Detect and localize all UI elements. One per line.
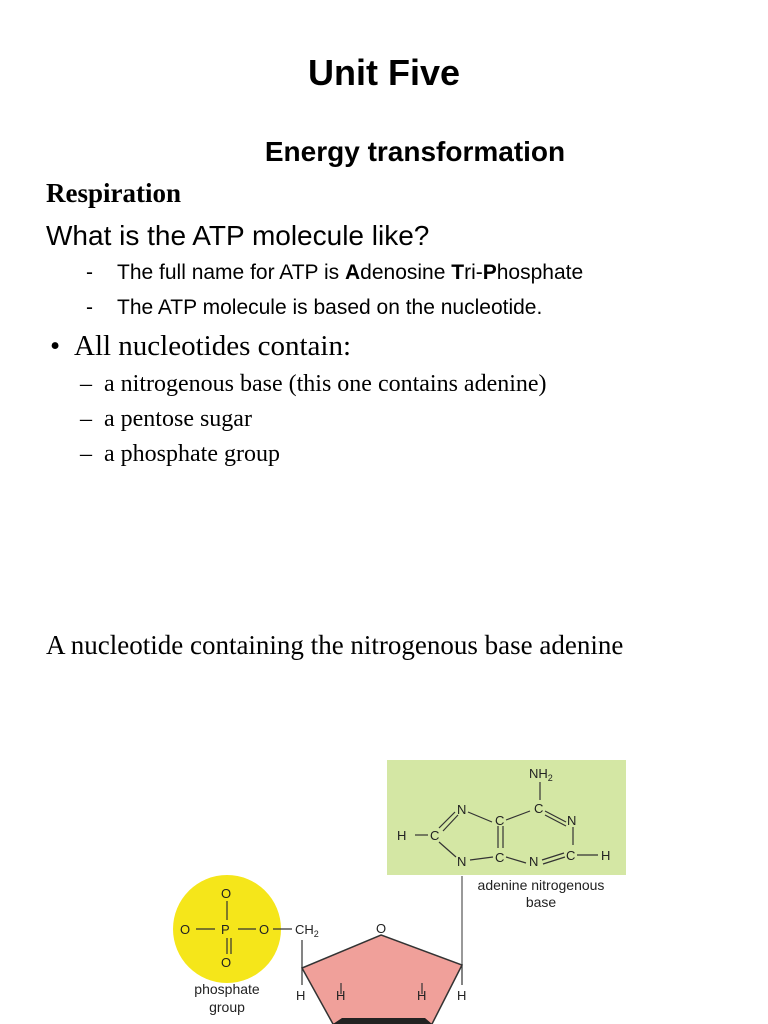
- sugar-bottom-edge: [333, 1018, 432, 1024]
- atom-h: H: [601, 848, 611, 863]
- atom-c: C: [534, 801, 544, 816]
- phosphate-label-line2: group: [209, 999, 245, 1015]
- question-text: What is the ATP molecule like?: [46, 220, 430, 251]
- atom-h: H: [296, 988, 306, 1003]
- atom-h: H: [417, 988, 427, 1003]
- atom-c: C: [430, 828, 440, 843]
- sub-dash-marker: –: [80, 406, 92, 432]
- dash-marker: -: [86, 261, 93, 284]
- atom-o-minus: O: [221, 886, 232, 901]
- sub-item-text: a pentose sugar: [104, 406, 252, 432]
- sub-item-text: a phosphate group: [104, 441, 280, 467]
- dash-marker: -: [86, 296, 93, 319]
- slide-subtitle: Energy transformation: [264, 136, 566, 167]
- atom-h: H: [457, 988, 467, 1003]
- dash-item-text: The ATP molecule is based on the nucleotide.: [117, 296, 543, 319]
- section-heading: Respiration: [46, 178, 181, 208]
- atom-n: N: [529, 854, 539, 869]
- sub-item-text: a nitrogenous base (this one contains adenine): [104, 371, 547, 397]
- sub-dash-marker: –: [80, 441, 92, 467]
- atom-c: C: [495, 813, 505, 828]
- atom-n: N: [457, 802, 467, 817]
- atom-c: C: [566, 848, 576, 863]
- atom-p: P: [221, 922, 230, 937]
- bullet-heading-text: All nucleotides contain:: [74, 330, 352, 362]
- base-label-line2: base: [525, 894, 557, 910]
- bullet-dot: •: [50, 330, 61, 362]
- atom-o-ring: O: [376, 921, 387, 936]
- atom-c: C: [495, 850, 505, 865]
- atom-o: O: [259, 922, 270, 937]
- atom-n: N: [567, 813, 577, 828]
- atom-h: H: [397, 828, 407, 843]
- base-label-line1: adenine nitrogenous: [477, 877, 605, 893]
- atom-ch2: $CH_2$: [295, 922, 319, 939]
- pentose-sugar: [302, 935, 462, 1024]
- atom-o-minus: O: [180, 922, 191, 937]
- atom-h: H: [336, 988, 346, 1003]
- diagram-caption: A nucleotide containing the nitrogenous base adenine: [46, 630, 624, 660]
- slide-title: Unit Five: [307, 52, 460, 93]
- dash-item-text: The full name for ATP is Adenosine Tri-Phosphate: [117, 261, 584, 284]
- sub-dash-marker: –: [80, 371, 92, 397]
- phosphate-label-line1: phosphate: [194, 981, 260, 997]
- atom-o: O: [221, 955, 232, 970]
- atom-n: N: [457, 854, 467, 869]
- atom-nh2: $NH_2$: [529, 766, 553, 783]
